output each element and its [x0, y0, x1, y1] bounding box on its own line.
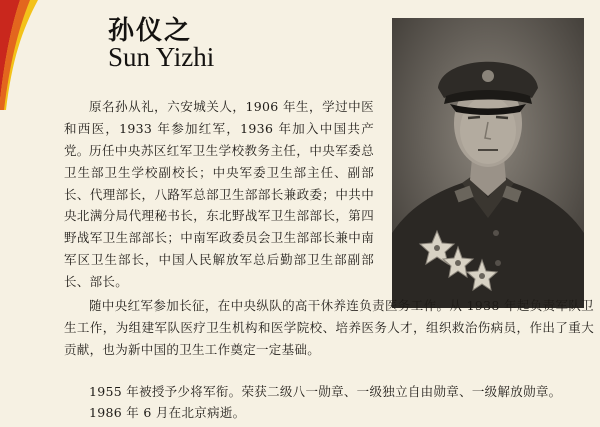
person-name-chinese: 孙仪之 — [108, 16, 193, 46]
biography-paragraph-death: 1986 年 6 月在北京病逝。 — [89, 405, 246, 420]
portrait-photo — [392, 18, 584, 308]
corner-ribbon-decoration — [0, 0, 60, 110]
biography-paragraph-long-march: 随中央红军参加长征，在中央纵队的高干休养连负责医务工作。从 1938 年起负责军队卫生工作，为组建军队医疗卫生机构和医学院校、培养医务人才，组织救治伤病员，作出了重大贡献，也为新中国的卫生工作奠定一定基础。 — [64, 298, 594, 357]
portrait-illustration — [392, 18, 584, 308]
biography-paragraph-honors: 1955 年被授予少将军衔。荣获二级八一勋章、一级独立自由勋章、一级解放勋章。 — [89, 384, 562, 399]
biography-paragraph-origin: 原名孙从礼，六安城关人，1906 年生，学过中医和西医，1933 年参加红军，1936 年加入中国共产党。 — [64, 99, 374, 158]
biography-paragraph-positions: 历任中央苏区红军卫生学校教务主任，中央军委总卫生部卫生学校副校长；中央军委卫生部主任、副部长、代理部长，八路军总部卫生部部长兼政委；中共中央北满分局代理秘书长，东北野战军卫生部部长，第四野战军卫生部部长；中南军政委员会卫生部部长兼中南军区卫生部长，中国人民解放军总后勤部卫生部副部长、部长。 — [64, 143, 374, 289]
person-name-english: Sun Yizhi — [108, 42, 215, 72]
